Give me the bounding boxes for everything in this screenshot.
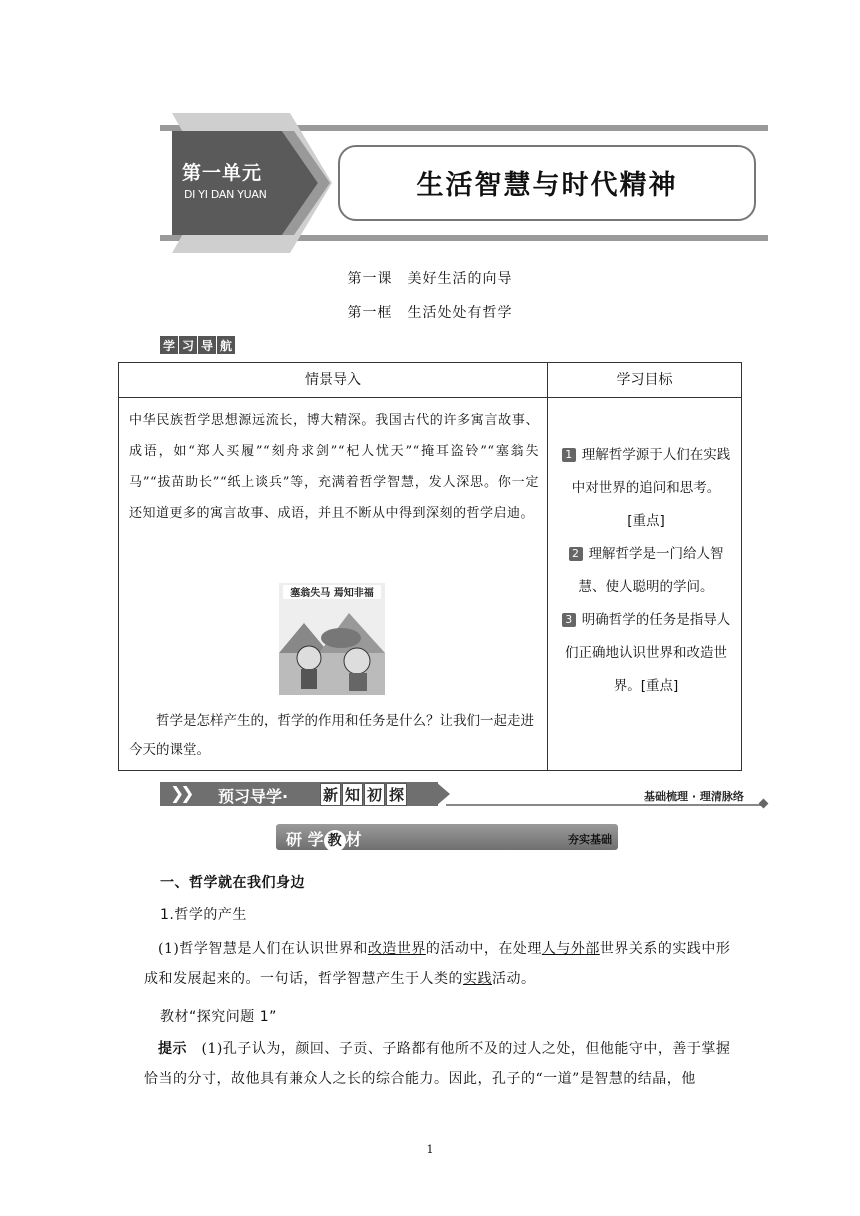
para-text: 的活动中，在处理 [425, 941, 542, 957]
subtitle-char: 初 [364, 783, 385, 806]
unit-title: 生活智慧与时代精神 [416, 170, 678, 201]
objective-number-badge: 1 [562, 448, 576, 462]
subtitle-char: 新 [320, 783, 341, 806]
preview-bar-tail [436, 782, 450, 806]
header-scenario: 情景导入 [119, 363, 548, 398]
unit-label: 第一单元 [182, 162, 263, 184]
unit-pinyin: DI YI DAN YUAN [184, 188, 267, 201]
para-text: 活动。 [492, 971, 536, 987]
lesson-title: 第一课 美好生活的向导 [347, 271, 513, 287]
section-heading: 一、哲学就在我们身边 [160, 875, 305, 891]
tag-char: 学 [160, 336, 178, 354]
paragraph-philosophy-origin [144, 934, 740, 994]
unit-banner [160, 113, 768, 253]
objective-item [557, 538, 735, 604]
preview-rule [446, 804, 764, 806]
underlined-term: 人与外部 [541, 941, 600, 957]
preview-title [218, 784, 288, 807]
header-objectives: 学习目标 [548, 363, 741, 398]
preview-right-caption: 基础梳理 · 理清脉络 [644, 790, 744, 803]
tag-char: 习 [179, 336, 197, 354]
preview-section-banner [160, 778, 770, 808]
para-text: (1)哲学智慧是人们在认识世界和 [158, 941, 368, 957]
underlined-term: 改造世界 [367, 941, 426, 957]
subtitle-char: 探 [386, 783, 407, 806]
objective-text: 理解哲学是一门给人智慧、使人聪明的学问。 [578, 546, 724, 595]
page-number: 1 [426, 1143, 434, 1156]
study-right-caption: 夯实基础 [568, 833, 612, 846]
underlined-term: 实践 [463, 971, 492, 987]
preview-subtitle [320, 783, 408, 806]
objective-mark: [重点] [627, 513, 665, 529]
study-guide-table [118, 362, 742, 771]
study-label-b: 材 [345, 830, 362, 849]
unit-title-box [338, 145, 756, 221]
hint-label: 提示 [158, 1041, 187, 1057]
column-divider [547, 397, 548, 770]
hint-text: (1)孔子认为，颜回、子贡、子路都有他所不及的过人之处，但他能守中，善于掌握恰当的分寸，故他具有兼众人之长的综合能力。因此，孔子的“一道”是智慧的结晶，他 [144, 1041, 731, 1087]
objective-mark: [重点] [640, 678, 679, 694]
objective-item [557, 604, 735, 703]
learning-objectives [557, 439, 735, 703]
illustration-image [279, 583, 385, 695]
tag-char: 导 [198, 336, 216, 354]
objective-text: 理解哲学源于人们在实践中对世界的追问和思考。 [571, 447, 731, 496]
preview-dot: · [282, 787, 289, 806]
subtitle-char: 知 [342, 783, 363, 806]
scenario-text: 中华民族哲学思想源远流长，博大精深。我国古代的许多寓言故事、成语，如“郑人买履”“刻舟求剑”“杞人忧天”“掩耳盗铃”“塞翁失马”“拔苗助长”“纸上谈兵”等，充满着哲学智慧，发人深思。你一定还知道更多的寓言故事、成语，并且不断从中得到深刻的哲学启迪。 [129, 413, 539, 521]
subsection-heading: 1.哲学的产生 [160, 907, 247, 923]
illustration-caption: 塞翁失马 焉知非福 [290, 588, 374, 599]
scenario-question: 哲学是怎样产生的，哲学的作用和任务是什么？让我们一起走进今天的课堂。 [129, 713, 534, 758]
tag-char: 航 [217, 336, 235, 354]
study-label-a: 研 学 [286, 830, 324, 849]
para-text: 世界关系的实践中形成和发展起来的。一句话，哲学智慧产生于人类的 [144, 941, 731, 987]
study-label-circle: 教 [324, 830, 346, 852]
frame-title: 第一框 生活处处有哲学 [347, 305, 513, 321]
objective-item [557, 439, 735, 505]
section-tag-study-guide [160, 336, 235, 354]
study-material-bar [276, 824, 618, 850]
objective-text: 明确哲学的任务是指导人们正确地认识世界和改造世界。 [565, 612, 731, 694]
diamond-icon [759, 799, 769, 809]
double-chevron-icon: ❯❯ [170, 784, 191, 804]
study-label [286, 827, 362, 852]
textbook-question-heading: 教材“探究问题 1” [160, 1009, 277, 1025]
objective-number-badge: 2 [569, 547, 583, 561]
hint-paragraph [144, 1034, 740, 1094]
objective-number-badge: 3 [562, 613, 576, 627]
preview-title-text: 预习导学 [218, 787, 283, 806]
